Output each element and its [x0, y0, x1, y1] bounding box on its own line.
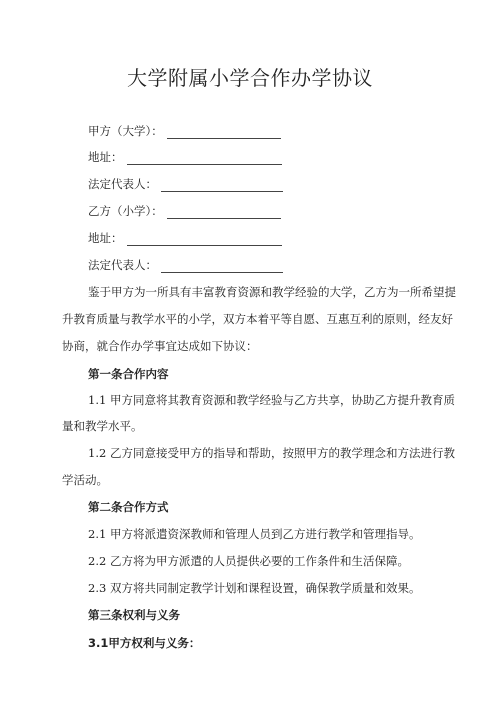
party-a-field: [88, 121, 281, 139]
clause-3-1-heading: 3.1甲方权利与义务：: [88, 636, 201, 650]
field-label: 乙方（小学）：: [88, 204, 163, 218]
clause-2-1: 2.1 甲方将派遣资深教师和管理人员到乙方进行教学和管理指导。: [88, 527, 421, 541]
party-b-address-field: [88, 228, 282, 246]
blank-line: [161, 260, 283, 273]
clause-1-2-line-2: 学活动。: [62, 473, 108, 487]
blank-line: [161, 179, 283, 192]
intro-line-1: 鉴于甲方为一所具有丰富教育资源和教学经验的大学，乙方为一所希望提: [88, 285, 456, 299]
field-label: 法定代表人：: [88, 258, 157, 272]
clause-2-2: 2.2 乙方将为甲方派遣的人员提供必要的工作条件和生活保障。: [88, 554, 409, 568]
document-title: 大学附属小学合作办学协议: [127, 66, 373, 90]
section-3-heading: 第三条权利与义务: [88, 608, 180, 622]
section-2-heading: 第二条合作方式: [88, 500, 169, 514]
blank-line: [167, 206, 281, 219]
intro-line-3: 协商，就合作办学事宜达成如下协议：: [62, 339, 258, 353]
clause-1-1-line-1: 1.1 甲方同意将其教育资源和教学经验与乙方共享，协助乙方提升教育质: [88, 393, 455, 407]
clause-2-3: 2.3 双方将共同制定教学计划和课程设置，确保教学质量和效果。: [88, 581, 421, 595]
party-a-address-field: [88, 147, 282, 165]
section-1-heading: 第一条合作内容: [88, 367, 169, 381]
party-b-field: [88, 201, 281, 219]
field-label: 地址：: [88, 150, 123, 164]
blank-line: [167, 126, 281, 139]
field-label: 地址：: [88, 231, 123, 245]
blank-line: [127, 233, 282, 246]
blank-line: [127, 152, 282, 165]
intro-line-2: 升教育质量与教学水平的小学，双方本着平等自愿、互惠互利的原则，经友好: [62, 312, 453, 326]
field-label: 甲方（大学）：: [88, 124, 163, 138]
party-a-representative-field: [88, 174, 283, 192]
clause-1-1-line-2: 量和教学水平。: [62, 419, 143, 433]
field-label: 法定代表人：: [88, 177, 157, 191]
clause-1-2-line-1: 1.2 乙方同意接受甲方的指导和帮助，按照甲方的教学理念和方法进行教: [88, 446, 455, 460]
party-b-representative-field: [88, 255, 283, 273]
